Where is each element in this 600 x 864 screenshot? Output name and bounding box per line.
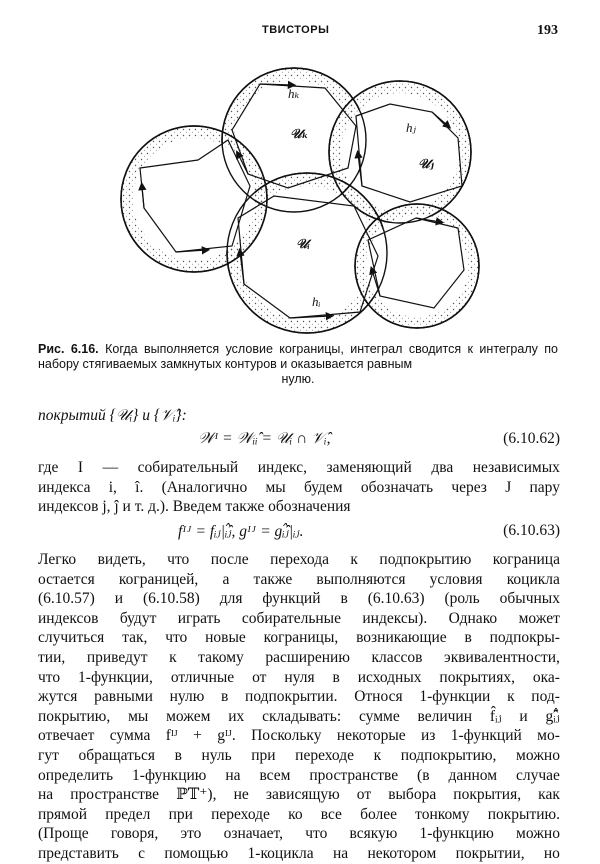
text-line: случиться так, что новые кограницы, возникающие в подпокры- [38,629,560,647]
running-title: ТВИСТОРЫ [262,24,330,36]
text-line: отвечает сумма fᴵᴶ + gᴵᴶ. Поскольку некоторые из 1-функций мо- [38,727,560,745]
text-line: тии, приведут к такому расширению классов эквивалентности, [38,648,560,666]
text-line: индексов j, ĵ и т. д.). Введем также обозначения [38,498,351,516]
figure-caption [38,342,558,387]
caption-text: Когда выполняется условие кограницы, интеграл сводится к интегралу по набору стягиваемых замкнутых контуров и оказывается равным [38,342,558,371]
equation-formula: 𝒲ᴵ = 𝒲ᵢᵢ̂ = 𝒰ᵢ ∩ 𝒱ᵢ̂, [198,430,331,447]
intro-line [38,406,560,426]
page-number: 193 [537,23,558,38]
paragraph-1 [38,458,560,517]
label-u-j: 𝒰ⱼ [418,156,434,171]
paragraph-2 [38,550,560,864]
label-u-k: 𝒰ₖ [290,126,309,141]
caption-end: нулю. [281,372,315,386]
text-line: на пространстве ℙ𝕋⁺), не зависящую от выбора покрытия, как [38,786,560,804]
equation-number: (6.10.63) [503,522,560,539]
equation-formula: fᴵᴶ = fᵢⱼ|ᵢ̂ⱼ̂, gᴵᴶ = gᵢ̂ⱼ̂|ᵢⱼ. [178,523,304,540]
text-line: что 1-функции, отличные от нуля в исходных покрытиях, ока- [38,668,560,686]
text-line: жутся равными нулю в подпокрытии. Относя 1-функции к под- [38,688,560,706]
intro-text: покрытий {𝒰ᵢ} и {𝒱ᵢ̂}: [38,407,187,424]
figure-6-16 [110,56,510,341]
text-line: покрытию, мы можем их складывать: сумме величин f̂ᵢⱼ и gᵢ̂ⱼ̂ [38,707,560,725]
text-line: (Проще говоря, это означает, что всякую 1-функцию можно [38,825,560,843]
text-line: представить с помощью 1-коцикла на некотором покрытии, но [38,844,560,862]
text-line: определить 1-функцию на всем пространстве (в данном случае [38,766,560,784]
text-line: индекса i, î. (Аналогично мы будем обозначать через J пару [38,478,560,496]
label-h-k: hₖ [288,86,300,101]
equation-number: (6.10.62) [503,430,560,447]
label-h-j: hⱼ [406,120,416,135]
text-line: (6.10.57) и (6.10.58) для функций в (6.10.63) (роль обычных [38,590,560,608]
text-line: прямой предел при переходе ко все более тонкому покрытию. [38,805,560,823]
label-h-i: hᵢ [312,294,321,309]
text-line: где I — собирательный индекс, заменяющий два независимых [38,459,560,476]
text-line: остается кограницей, а также выполняются условия коцикла [38,570,560,588]
text-line: индексов будут играть собирательные индексы). Однако может [38,609,560,627]
text-line: Легко видеть, что после перехода к подпокрытию кограница [38,551,560,568]
label-u-i: 𝒰ᵢ [296,236,310,251]
caption-label: Рис. 6.16. [38,342,99,356]
text-line: гут обращаться в нуль при переходе к подпокрытию, можно [38,746,560,764]
